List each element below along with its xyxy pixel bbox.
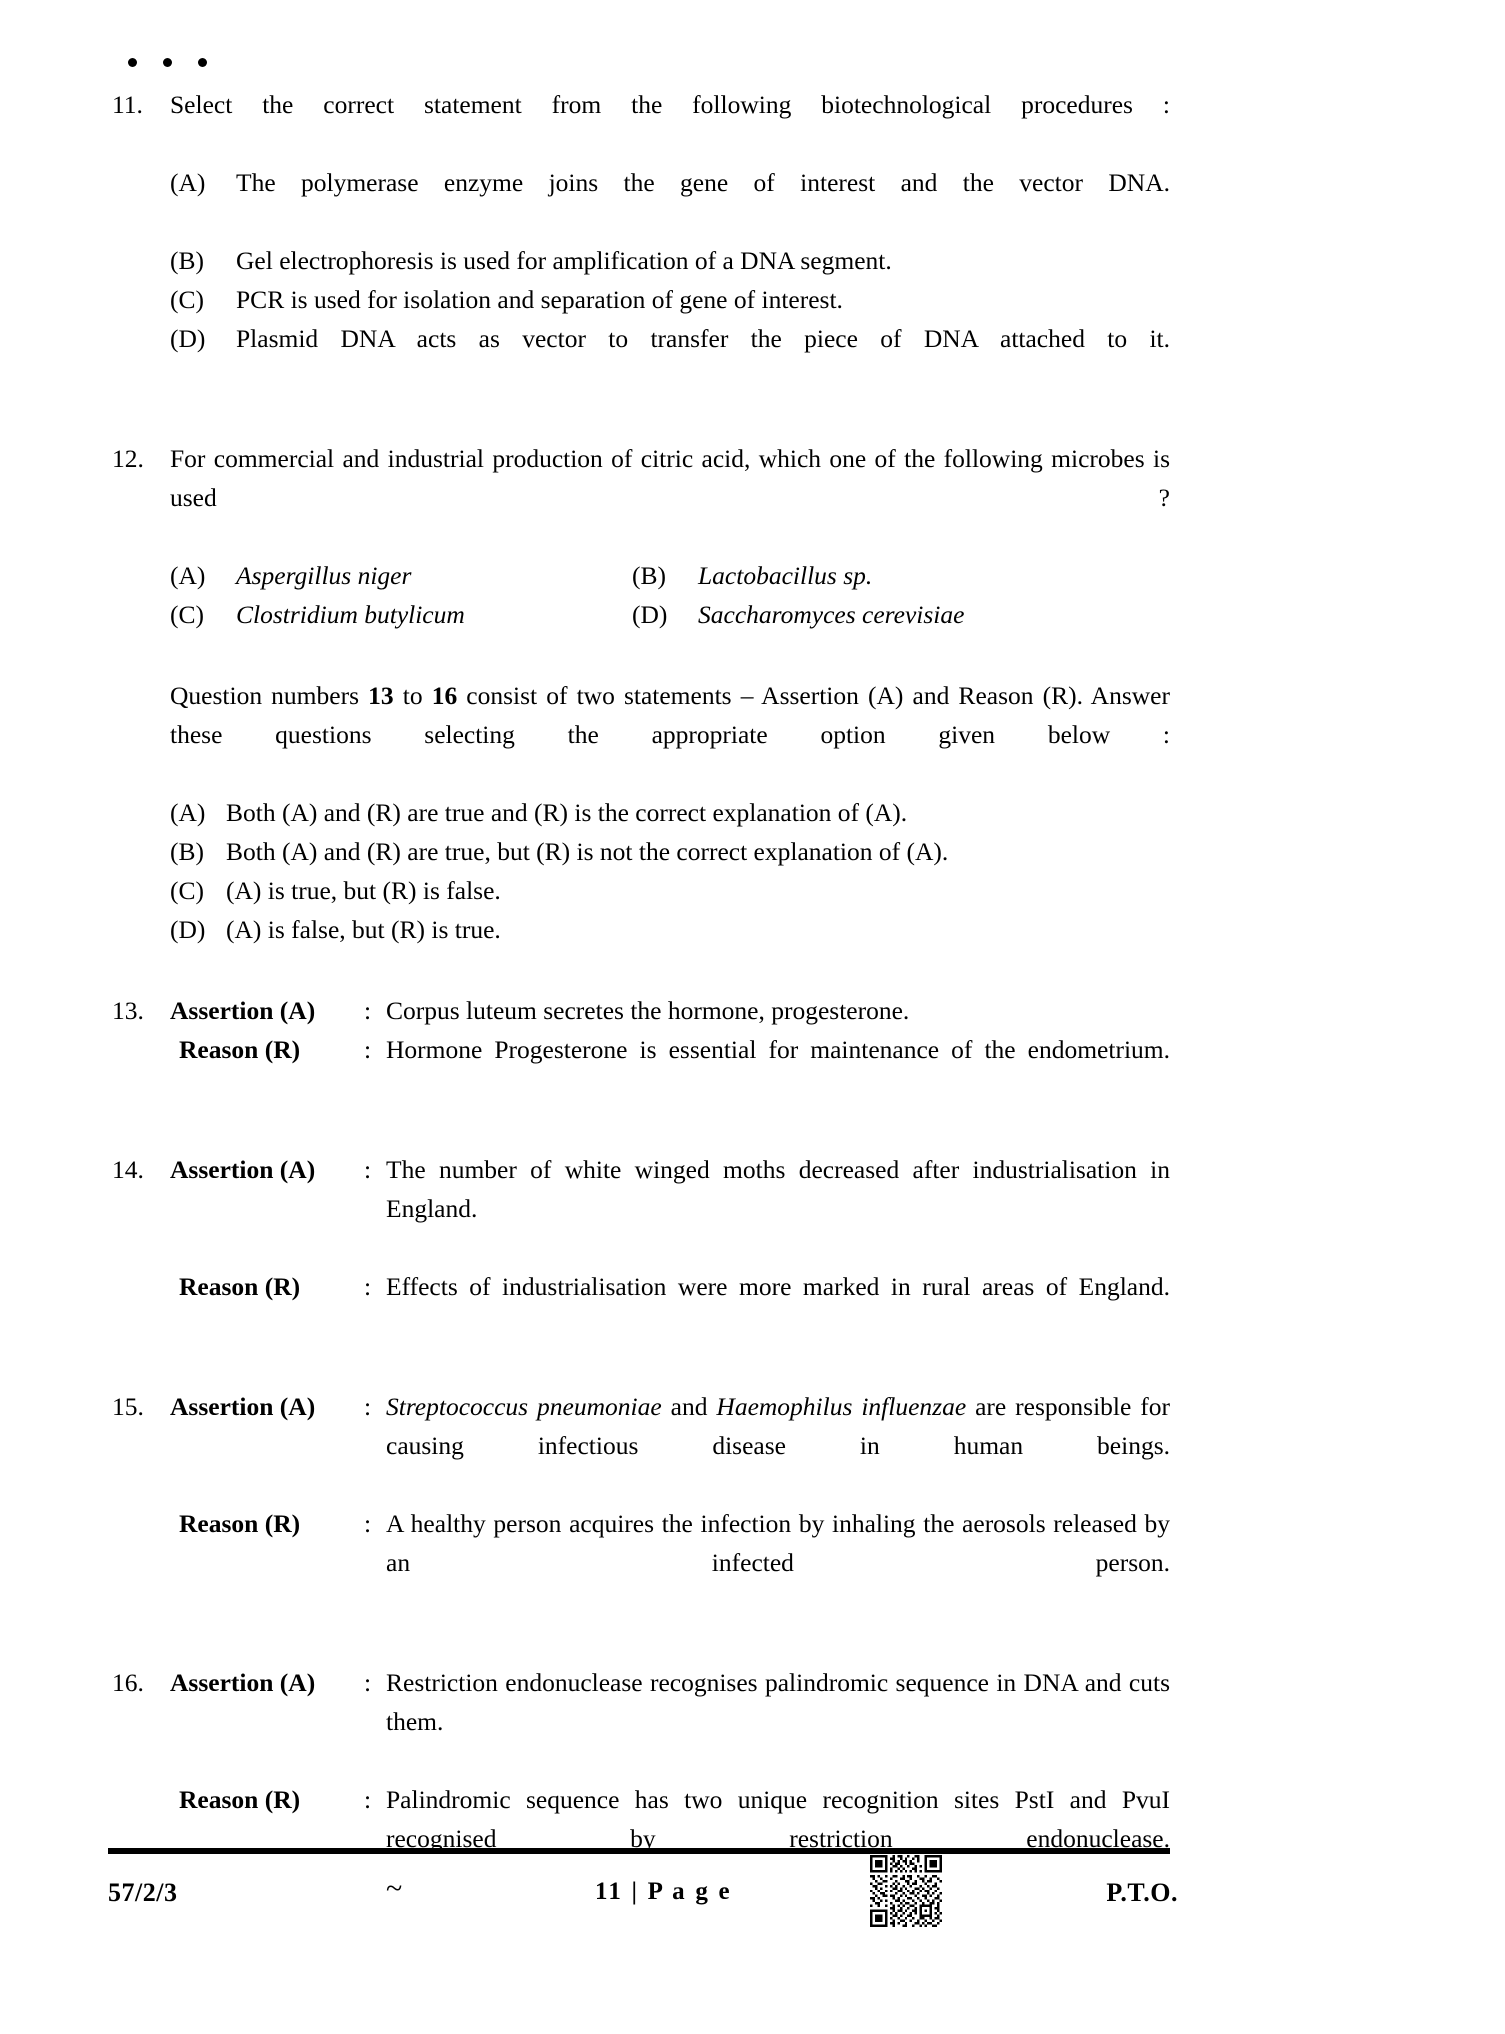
assertion-text: Restriction endonuclease recognises palindromic sequence in DNA and cuts them.: [386, 1668, 1170, 1736]
paper-code: 57/2/3: [108, 1878, 178, 1907]
spacer: [108, 1108, 1170, 1150]
question-11-options: [170, 163, 1170, 397]
instruction-paragraph: [170, 676, 1170, 793]
option-text: Both (A) and (R) are true, but (R) is not the correct explanation of (A).: [226, 837, 949, 866]
option-text: Saccharomyces cerevisiae: [698, 600, 965, 629]
question-number: 12.: [112, 444, 144, 473]
section-dots-marker: [128, 58, 1170, 67]
option-text: (A) is false, but (R) is true.: [226, 915, 501, 944]
instruction-range-start: 13: [368, 681, 394, 710]
instruction-text-mid: to: [393, 681, 432, 710]
question-15-reason: [108, 1504, 1170, 1621]
option-row[interactable]: [170, 241, 1170, 280]
instruction-range-end: 16: [431, 681, 458, 710]
assertion-label: Assertion (A): [170, 1392, 316, 1421]
option-label: (D): [170, 915, 206, 944]
question-number: 11.: [112, 90, 143, 119]
reason-label: Reason (R): [179, 1272, 301, 1301]
option-label: (C): [170, 876, 204, 905]
question-13-assertion: [108, 991, 1170, 1030]
option-line: [170, 556, 1170, 595]
instruction-text-pre: Question numbers: [170, 681, 369, 710]
option-line: [170, 595, 1170, 634]
assertion-colon: :: [364, 996, 372, 1025]
reason-colon: :: [364, 1785, 372, 1814]
question-13-reason: [108, 1030, 1170, 1108]
question-number: 14.: [112, 1155, 144, 1184]
footer-divider: [108, 1848, 1170, 1854]
option-text: (A) is true, but (R) is false.: [226, 876, 501, 905]
option-text: The polymerase enzyme joins the gene of interest and the vector DNA.: [236, 168, 1170, 197]
question-12: [108, 439, 1170, 556]
assertion-text: The number of white winged moths decreased after industrialisation in England.: [386, 1155, 1170, 1223]
reason-colon: :: [364, 1035, 372, 1064]
question-number: 16.: [112, 1668, 144, 1697]
reason-text: Hormone Progesterone is essential for maintenance of the endometrium.: [386, 1035, 1170, 1064]
option-row[interactable]: [170, 556, 632, 595]
assertion-colon: :: [364, 1392, 372, 1421]
qr-code-icon: [870, 1855, 942, 1927]
option-row[interactable]: [170, 280, 1170, 319]
dot-icon: [198, 58, 207, 67]
question-stem: Select the correct statement from the following biotechnological procedures :: [170, 90, 1170, 119]
option-label: (C): [170, 285, 204, 314]
instruction-option-row[interactable]: [170, 793, 1170, 832]
question-15-assertion: [108, 1387, 1170, 1504]
page-footer: [108, 1862, 1178, 1972]
reason-text: Effects of industrialisation were more marked in rural areas of England.: [386, 1272, 1170, 1301]
dot-icon: [128, 58, 137, 67]
question-number: 15.: [112, 1392, 144, 1421]
instruction-block: [170, 676, 1170, 949]
reason-colon: :: [364, 1509, 372, 1538]
option-label: (B): [170, 246, 204, 275]
assertion-colon: :: [364, 1668, 372, 1697]
option-text: Lactobacillus sp.: [698, 561, 873, 590]
assertion-colon: :: [364, 1155, 372, 1184]
question-number: 13.: [112, 996, 144, 1025]
dot-icon: [163, 58, 172, 67]
option-label: (C): [170, 600, 204, 629]
option-text: Plasmid DNA acts as vector to transfer the piece of DNA attached to it.: [236, 324, 1170, 353]
question-16-assertion: [108, 1663, 1170, 1780]
spacer: [108, 949, 1170, 991]
reason-label: Reason (R): [179, 1035, 301, 1064]
assertion-text: Streptococcus pneumoniae and Haemophilus influenzae are responsible for causing infectious disease in human beings.: [386, 1392, 1170, 1460]
spacer: [108, 1621, 1170, 1663]
question-14-assertion: [108, 1150, 1170, 1267]
option-text: Aspergillus niger: [236, 561, 412, 590]
page-content: [108, 58, 1170, 1897]
instruction-option-row[interactable]: [170, 910, 1170, 949]
option-text: PCR is used for isolation and separation of gene of interest.: [236, 285, 843, 314]
spacer: [108, 634, 1170, 676]
option-label: (A): [170, 168, 206, 197]
assertion-label: Assertion (A): [170, 1668, 316, 1697]
assertion-label: Assertion (A): [170, 1155, 316, 1184]
page-number-label: 11 | P a g e: [595, 1878, 732, 1905]
option-text: Clostridium butylicum: [236, 600, 465, 629]
option-row[interactable]: [170, 163, 1170, 241]
reason-label: Reason (R): [179, 1509, 301, 1538]
option-text: Gel electrophoresis is used for amplification of a DNA segment.: [236, 246, 892, 275]
option-label: (B): [170, 837, 204, 866]
spacer: [108, 1345, 1170, 1387]
reason-text: Palindromic sequence has two unique recognition sites PstI and PvuI recognised by restriction endonuclease.: [386, 1785, 1170, 1853]
option-label: (A): [170, 561, 206, 590]
option-row[interactable]: [632, 556, 1170, 595]
instruction-option-row[interactable]: [170, 871, 1170, 910]
option-label: (D): [632, 600, 668, 629]
instruction-text-post: consist of two statements – Assertion (A) and Reason (R). Answer these questions selecting the appropriate option given below :: [170, 681, 1170, 749]
option-row[interactable]: [632, 595, 1170, 634]
reason-label: Reason (R): [179, 1785, 301, 1814]
assertion-text: Corpus luteum secretes the hormone, progesterone.: [386, 996, 910, 1025]
option-label: (D): [170, 324, 206, 353]
instruction-option-row[interactable]: [170, 832, 1170, 871]
pto-label: P.T.O.: [1106, 1878, 1178, 1907]
option-text: Both (A) and (R) are true and (R) is the correct explanation of (A).: [226, 798, 908, 827]
option-label: (A): [170, 798, 206, 827]
reason-text: A healthy person acquires the infection by inhaling the aerosols released by an infected person.: [386, 1509, 1170, 1577]
option-row[interactable]: [170, 319, 1170, 397]
question-14-reason: [108, 1267, 1170, 1345]
spacer: [108, 397, 1170, 439]
question-stem: For commercial and industrial production of citric acid, which one of the following microbes is used ?: [170, 444, 1170, 512]
question-12-options: [170, 556, 1170, 634]
reason-colon: :: [364, 1272, 372, 1301]
option-label: (B): [632, 561, 666, 590]
assertion-label: Assertion (A): [170, 996, 316, 1025]
question-11: [108, 85, 1170, 163]
tilde-mark: ~: [386, 1872, 403, 1905]
option-row[interactable]: [170, 595, 632, 634]
